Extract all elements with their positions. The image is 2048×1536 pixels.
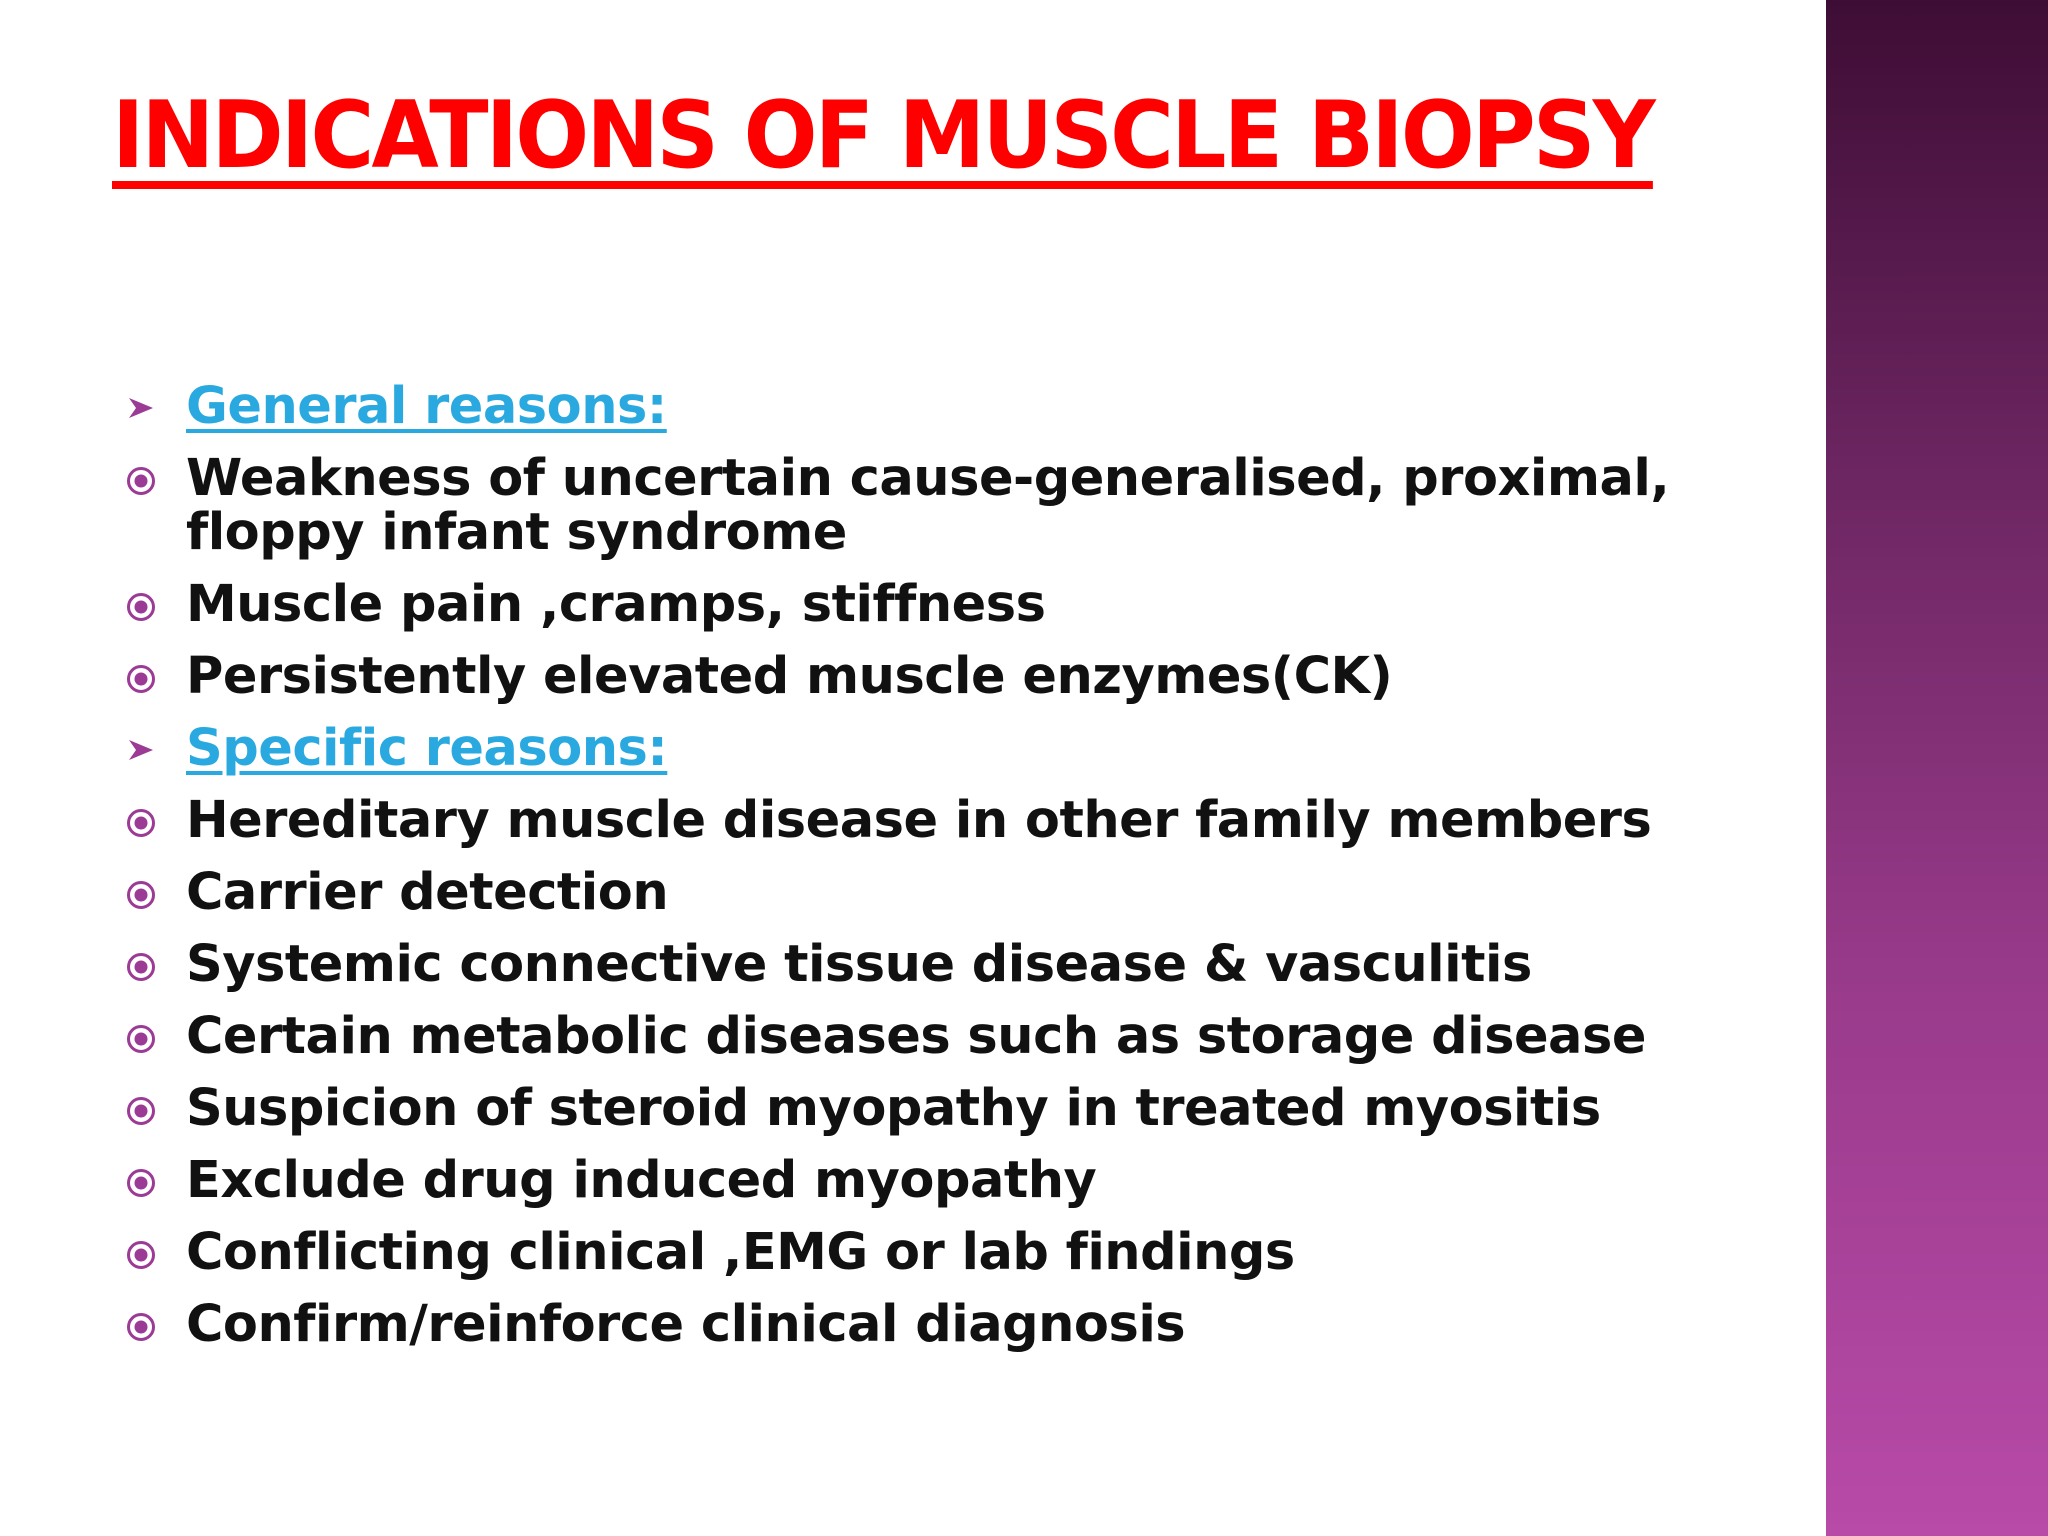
list-item-text: Systemic connective tissue disease & vasculitis [186,935,1532,994]
circle-bullet-icon [124,1226,164,1280]
list-item-text: Carrier detection [186,863,669,922]
list-item-text: Suspicion of steroid myopathy in treated myositis [186,1079,1601,1138]
side-decorative-band [1826,0,2048,1536]
circle-bullet-icon [124,1010,164,1064]
list-item [124,1007,1684,1066]
list-item-text: Persistently elevated muscle enzymes(CK) [186,647,1393,706]
circle-bullet-icon [124,794,164,848]
arrow-bullet-icon [124,722,164,776]
slide-title: INDICATIONS OF MUSCLE BIOPSY [112,81,1653,189]
list-item [124,935,1684,994]
bullet-list [124,377,1684,1370]
list-item [124,1079,1684,1138]
list-item-text: Certain metabolic diseases such as storage disease [186,1007,1646,1066]
list-item-text: Weakness of uncertain cause-generalised, proximal, floppy infant syndrome [186,449,1670,562]
list-item-text: Conflicting clinical ,EMG or lab findings [186,1223,1295,1282]
circle-bullet-icon [124,938,164,992]
list-item [124,449,1684,562]
list-item-text: Hereditary muscle disease in other family members [186,791,1652,850]
list-item-text: Muscle pain ,cramps, stiffness [186,575,1046,634]
circle-bullet-icon [124,452,164,506]
list-item [124,647,1684,706]
section-heading-specific [124,719,1684,778]
section-heading-general [124,377,1684,436]
circle-bullet-icon [124,650,164,704]
circle-bullet-icon [124,1154,164,1208]
list-item-text: Confirm/reinforce clinical diagnosis [186,1295,1186,1354]
section-heading-text: Specific reasons: [186,719,668,778]
circle-bullet-icon [124,1298,164,1352]
list-item [124,791,1684,850]
list-item [124,1295,1684,1354]
arrow-bullet-icon [124,380,164,434]
list-item [124,1151,1684,1210]
section-heading-text: General reasons: [186,377,667,436]
circle-bullet-icon [124,1082,164,1136]
list-item [124,863,1684,922]
circle-bullet-icon [124,866,164,920]
list-item [124,1223,1684,1282]
list-item [124,575,1684,634]
list-item-text: Exclude drug induced myopathy [186,1151,1097,1210]
circle-bullet-icon [124,578,164,632]
